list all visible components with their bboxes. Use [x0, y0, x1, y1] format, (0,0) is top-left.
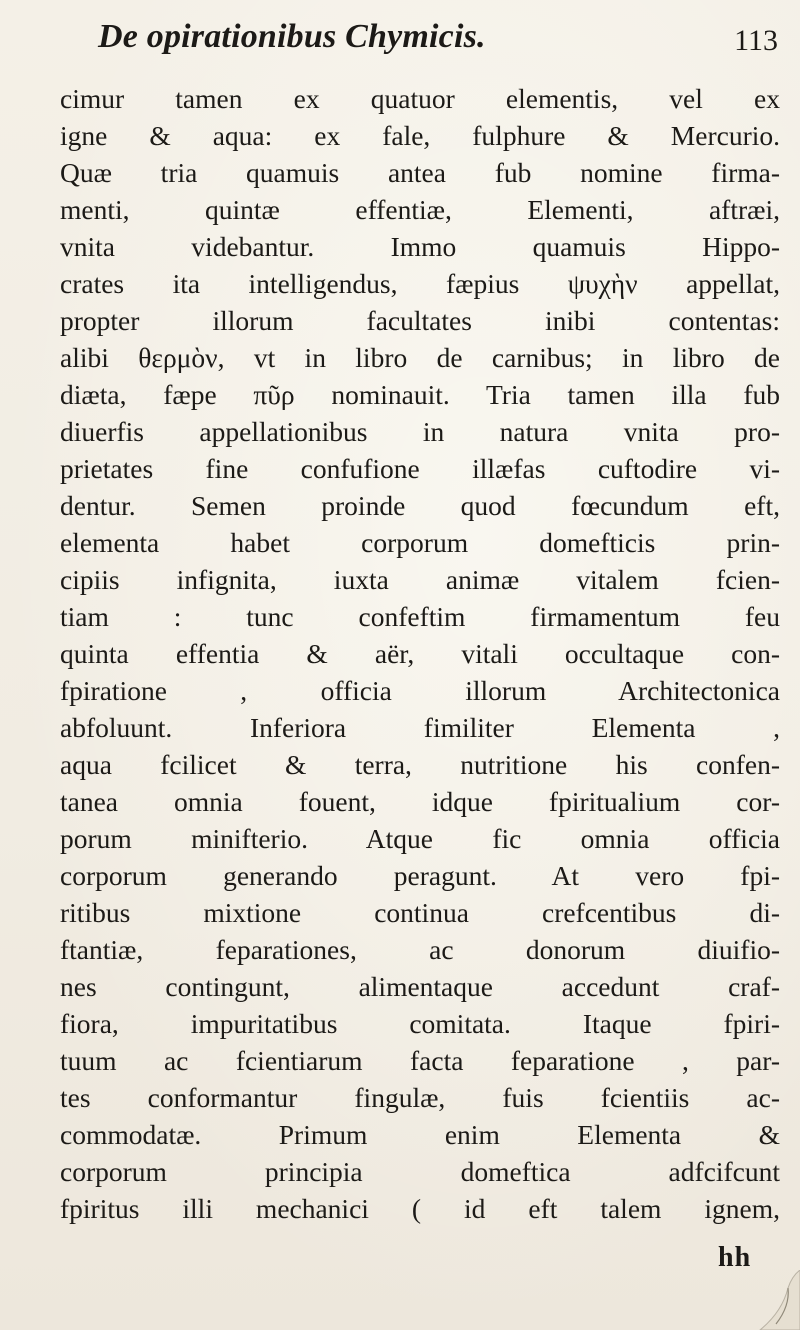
text-line: vnita videbantur. Immo quamuis Hippo- [60, 231, 780, 262]
text-line: aqua fcilicet & terra, nutritione his confen- [60, 749, 780, 780]
text-line: tes conformantur fingulæ, fuis fcientiis ac- [60, 1082, 780, 1113]
text-line: alibi θερμὸν, vt in libro de carnibus; in libro de [60, 342, 780, 373]
running-head: De opirationibus Chymicis. [98, 18, 486, 55]
text-line: fiora, impuritatibus comitata. Itaque fpiri- [60, 1008, 780, 1039]
text-line: quinta effentia & aër, vitali occultaque con- [60, 638, 780, 669]
page-number: 113 [734, 24, 778, 57]
text-line: prietates fine confufione illæfas cuftodire vi- [60, 453, 780, 484]
text-line: nes contingunt, alimentaque accedunt craf- [60, 971, 780, 1002]
text-line: diæta, fæpe πῦρ nominauit. Tria tamen illa fub [60, 379, 780, 410]
text-line: propter illorum facultates inibi contentas: [60, 305, 780, 336]
text-line: corporum generando peragunt. At vero fpi- [60, 860, 780, 891]
text-line: commodatæ. Primum enim Elementa & [60, 1119, 780, 1150]
text-line: igne & aqua: ex fale, fulphure & Mercurio. [60, 120, 780, 151]
text-line: crates ita intelligendus, fæpius ψυχὴν appellat, [60, 268, 780, 299]
text-line: cimur tamen ex quatuor elementis, vel ex [60, 83, 780, 114]
text-line: cipiis infignita, iuxta animæ vitalem fcien- [60, 564, 780, 595]
text-line: elementa habet corporum domefticis prin- [60, 527, 780, 558]
text-line: abfoluunt. Inferiora fimiliter Elementa , [60, 712, 780, 743]
text-line: ftantiæ, feparationes, ac donorum diuifio- [60, 934, 780, 965]
text-line: porum minifterio. Atque fic omnia officia [60, 823, 780, 854]
text-line: fpiritus illi mechanici ( id eft talem ignem, [60, 1193, 780, 1224]
signature-mark: hh [718, 1242, 752, 1273]
text-line: ritibus mixtione continua crefcentibus di- [60, 897, 780, 928]
text-line: tuum ac fcientiarum facta feparatione , par- [60, 1045, 780, 1076]
text-line: Quæ tria quamuis antea fub nomine firma- [60, 157, 780, 188]
text-line: diuerfis appellationibus in natura vnita pro- [60, 416, 780, 447]
text-line: fpiratione , officia illorum Architectonica [60, 675, 780, 706]
text-line: menti, quintæ effentiæ, Elementi, aftræi, [60, 194, 780, 225]
page-corner-curl [730, 1270, 800, 1330]
text-line: tanea omnia fouent, idque fpiritualium cor- [60, 786, 780, 817]
text-line: dentur. Semen proinde quod fœcundum eft, [60, 490, 780, 521]
text-line: corporum principia domeftica adfcifcunt [60, 1156, 780, 1187]
page-header [70, 18, 778, 68]
text-line: tiam : tunc confeftim firmamentum feu [60, 601, 780, 632]
